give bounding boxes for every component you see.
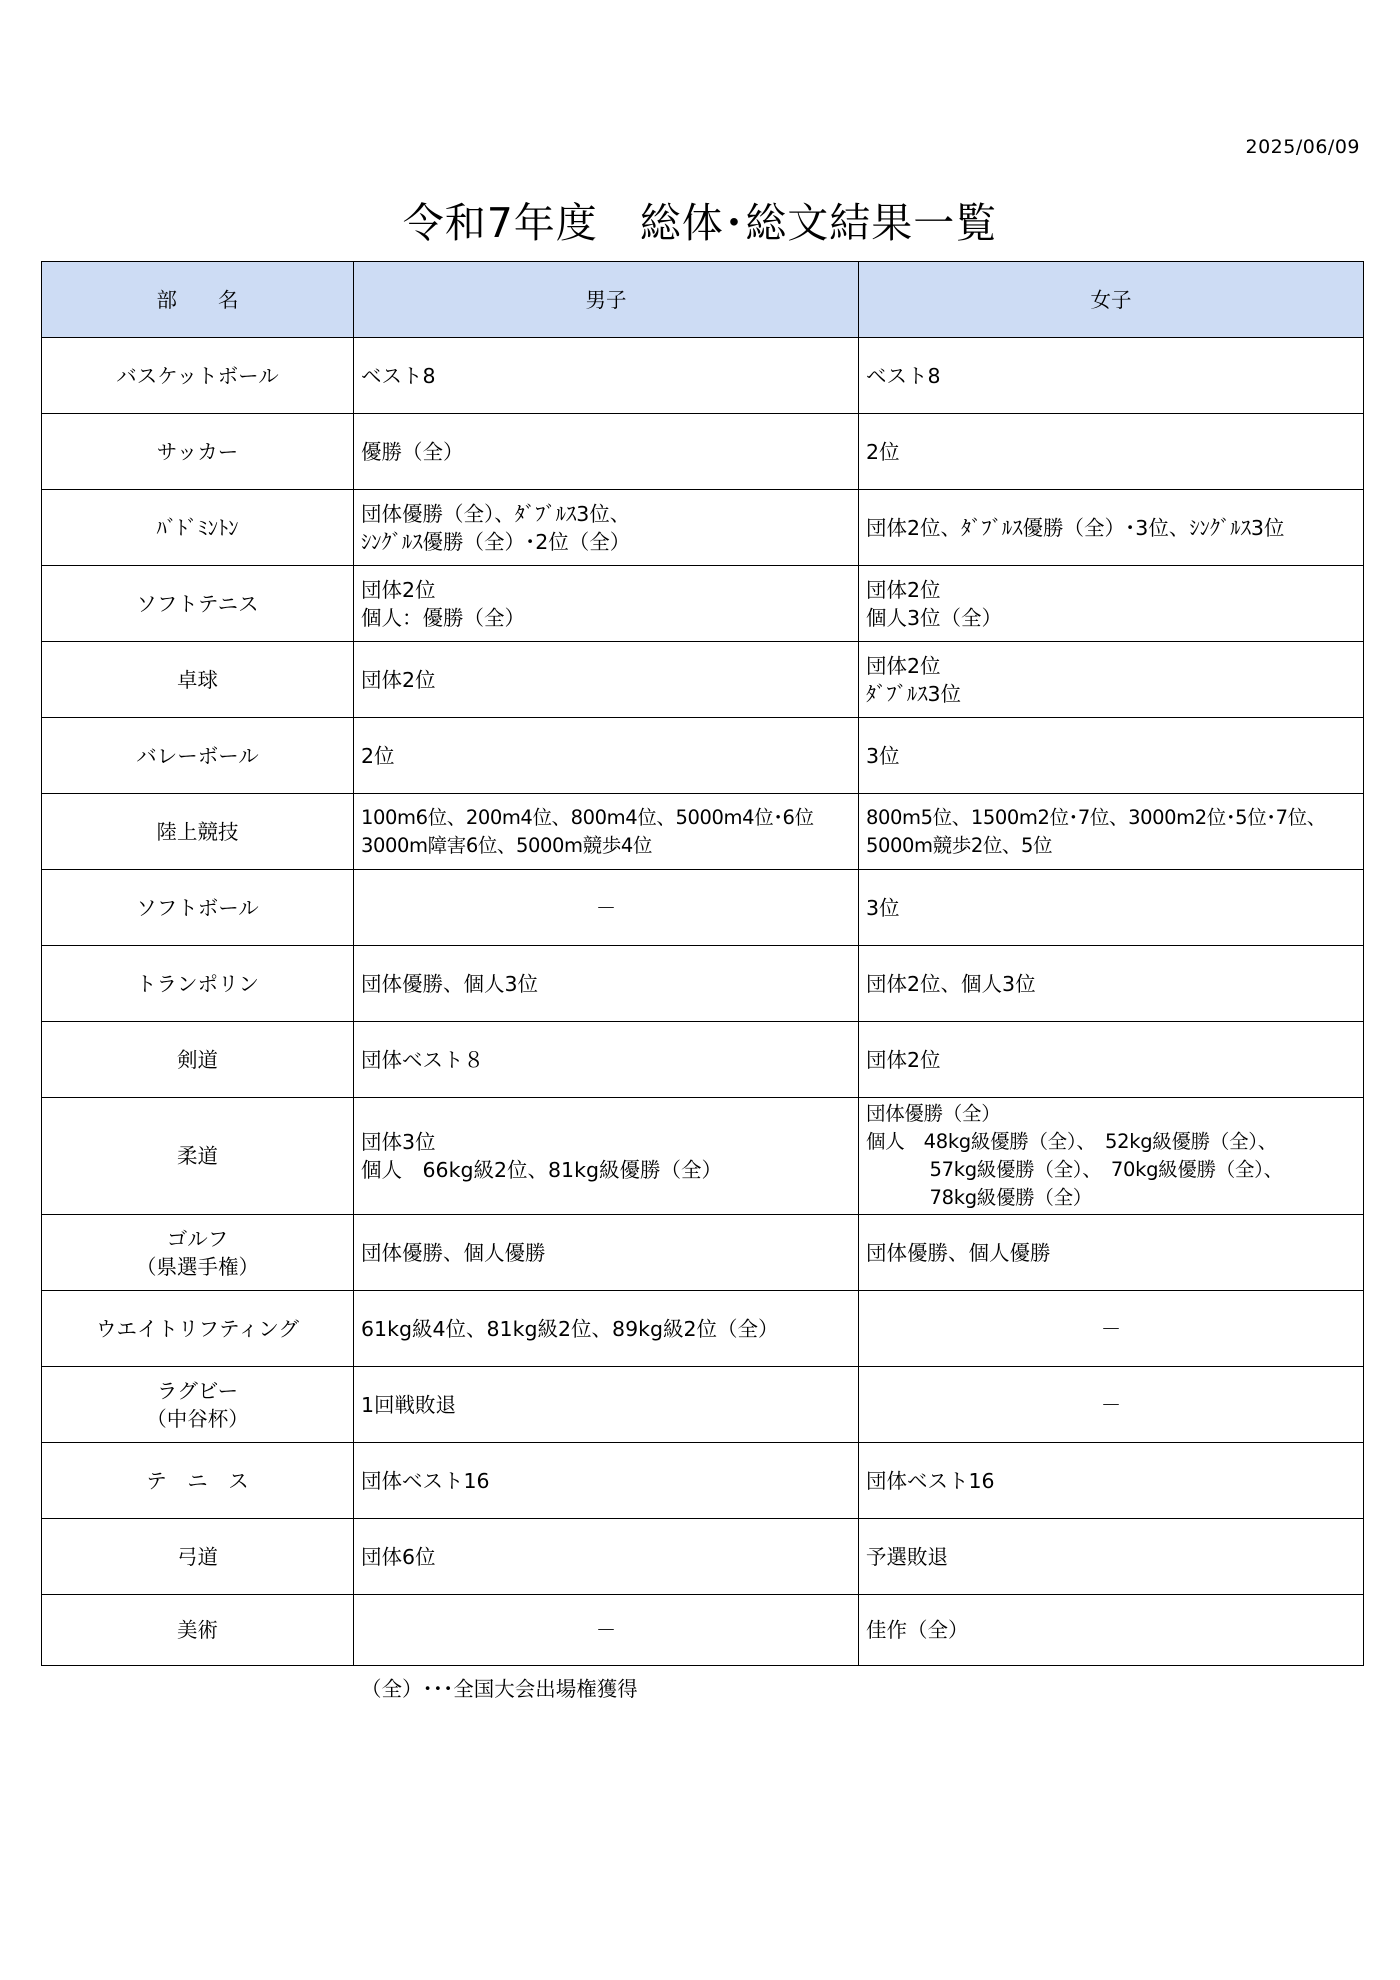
girls-result: － xyxy=(859,1291,1364,1367)
club-name: ゴルフ （県選手権） xyxy=(42,1215,354,1291)
table-row xyxy=(42,1291,1364,1367)
header-girls: 女子 xyxy=(859,262,1364,338)
table-row xyxy=(42,490,1364,566)
girls-result: 団体2位、個人3位 xyxy=(859,946,1364,1022)
girls-result: 団体優勝（全） 個人 48kg級優勝（全）、 52kg級優勝（全）、 57kg級優勝（全）、 70kg級優勝（全）、 78kg級優勝（全） xyxy=(859,1098,1364,1215)
club-name: 陸上競技 xyxy=(42,794,354,870)
boys-result: 100m6位、200m4位、800m4位、5000m4位･6位 3000m障害6位、5000m競歩4位 xyxy=(354,794,859,870)
boys-result: 団体優勝、個人優勝 xyxy=(354,1215,859,1291)
table-row xyxy=(42,642,1364,718)
table-row xyxy=(42,566,1364,642)
table-row xyxy=(42,870,1364,946)
boys-result: 団体2位 個人：優勝（全） xyxy=(354,566,859,642)
club-name: ソフトボール xyxy=(42,870,354,946)
boys-result: 2位 xyxy=(354,718,859,794)
girls-result: 800m5位、1500m2位･7位、3000m2位･5位･7位、 5000m競歩2位、5位 xyxy=(859,794,1364,870)
club-name: ﾊﾞﾄﾞﾐﾝﾄﾝ xyxy=(42,490,354,566)
page-title: 令和7年度 総体･総文結果一覧 xyxy=(402,199,998,247)
boys-result: 1回戦敗退 xyxy=(354,1367,859,1443)
table-row xyxy=(42,1367,1364,1443)
girls-result: 団体2位 xyxy=(859,1022,1364,1098)
girls-result: 団体2位、ﾀﾞﾌﾞﾙｽ優勝（全）･3位、ｼﾝｸﾞﾙｽ3位 xyxy=(859,490,1364,566)
club-name: 剣道 xyxy=(42,1022,354,1098)
boys-result: ベスト8 xyxy=(354,338,859,414)
club-name: ウエイトリフティング xyxy=(42,1291,354,1367)
footnote: （全）･･･全国大会出場権獲得 xyxy=(361,1677,638,1701)
club-name: ソフトテニス xyxy=(42,566,354,642)
table-row xyxy=(42,1519,1364,1595)
girls-result: 団体2位 ﾀﾞﾌﾞﾙｽ3位 xyxy=(859,642,1364,718)
girls-result: 団体2位 個人3位（全） xyxy=(859,566,1364,642)
table-row xyxy=(42,1215,1364,1291)
boys-result: 61kg級4位、81kg級2位、89kg級2位（全） xyxy=(354,1291,859,1367)
club-name: ラグビー （中谷杯） xyxy=(42,1367,354,1443)
boys-result: － xyxy=(354,1595,859,1666)
club-name: テ ニ ス xyxy=(42,1443,354,1519)
table-row xyxy=(42,794,1364,870)
girls-result: 2位 xyxy=(859,414,1364,490)
header-boys: 男子 xyxy=(354,262,859,338)
table-row xyxy=(42,946,1364,1022)
girls-result: ベスト8 xyxy=(859,338,1364,414)
girls-result: 3位 xyxy=(859,870,1364,946)
girls-result: 佳作（全） xyxy=(859,1595,1364,1666)
boys-result: 団体優勝（全）、ﾀﾞﾌﾞﾙｽ3位、 ｼﾝｸﾞﾙｽ優勝（全）･2位（全） xyxy=(354,490,859,566)
document-date: 2025/06/09 xyxy=(1245,136,1360,158)
header-club: 部 名 xyxy=(42,262,354,338)
table-row xyxy=(42,1022,1364,1098)
boys-result: 優勝（全） xyxy=(354,414,859,490)
results-table xyxy=(41,261,1364,1666)
boys-result: 団体3位 個人 66kg級2位、81kg級優勝（全） xyxy=(354,1098,859,1215)
table-row xyxy=(42,1098,1364,1215)
girls-result: 3位 xyxy=(859,718,1364,794)
table-row xyxy=(42,718,1364,794)
club-name: サッカー xyxy=(42,414,354,490)
girls-result: － xyxy=(859,1367,1364,1443)
club-name: 卓球 xyxy=(42,642,354,718)
boys-result: 団体2位 xyxy=(354,642,859,718)
boys-result: 団体ベスト16 xyxy=(354,1443,859,1519)
girls-result: 予選敗退 xyxy=(859,1519,1364,1595)
club-name: 美術 xyxy=(42,1595,354,1666)
club-name: バレーボール xyxy=(42,718,354,794)
boys-result: 団体6位 xyxy=(354,1519,859,1595)
table-row xyxy=(42,1443,1364,1519)
girls-result: 団体優勝、個人優勝 xyxy=(859,1215,1364,1291)
boys-result: 団体優勝、個人3位 xyxy=(354,946,859,1022)
club-name: 弓道 xyxy=(42,1519,354,1595)
boys-result: － xyxy=(354,870,859,946)
club-name: 柔道 xyxy=(42,1098,354,1215)
club-name: バスケットボール xyxy=(42,338,354,414)
boys-result: 団体ベスト８ xyxy=(354,1022,859,1098)
girls-result: 団体ベスト16 xyxy=(859,1443,1364,1519)
table-row xyxy=(42,338,1364,414)
table-row xyxy=(42,1595,1364,1666)
club-name: トランポリン xyxy=(42,946,354,1022)
table-row xyxy=(42,414,1364,490)
table-header-row xyxy=(42,262,1364,338)
